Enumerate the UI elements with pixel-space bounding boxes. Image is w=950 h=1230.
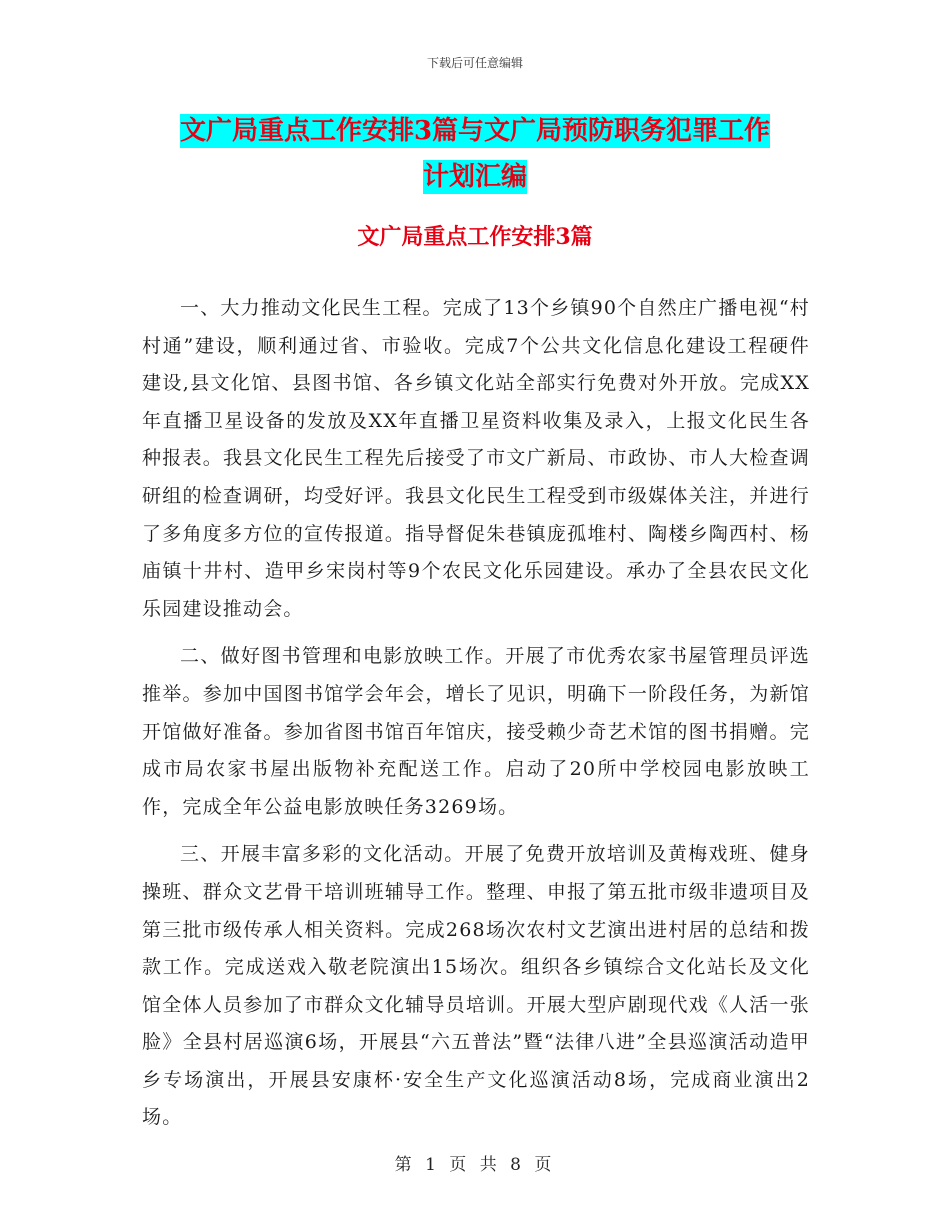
header-note: 下载后可任意编辑 [426, 56, 523, 70]
paragraph-3: 三、开展丰富多彩的文化活动。开展了免费开放培训及黄梅戏班、健身操班、群众文艺骨干培训班辅导工作。整理、申报了第五批市级非遗项目及第三批市级传承人相关资料。完成268场次农村文艺演出进村居的总结和拨款工作。完成送戏入敬老院演出15场次。组织各乡镇综合文化站长及文化馆全体人员参加了市群众文化辅导员培训。开展大型庐剧现代戏《人活一张脸》全县村居巡演6场，开展县“六五普法”暨“法律八进”全县巡演活动造甲乡专场演出，开展县安康杯·安全生产文化巡演活动8场，完成商业演出2场。 [142, 843, 810, 1129]
document-title [0, 108, 950, 200]
paragraph-1: 一、大力推动文化民生工程。完成了13个乡镇90个自然庄广播电视“村村通”建设，顺利通过省、市验收。完成7个公共文化信息化建设工程硬件建设,县文化馆、县图书馆、各乡镇文化站全部实行免费对外开放。完成XX年直播卫星设备的发放及XX年直播卫星资料收集及录入，上报文化民生各种报表。我县文化民生工程先后接受了市文广新局、市政协、市人大检查调研组的检查调研，均受好评。我县文化民生工程受到市级媒体关注，并进行了多角度多方位的宣传报道。指导督促朱巷镇庞孤堆村、陶楼乡陶西村、杨庙镇十井村、造甲乡宋岗村等9个农民文化乐园建设。承办了全县农民文化乐园建设推动会。 [142, 297, 810, 620]
page-number-footer: 第 1 页 共 8 页 [394, 1155, 556, 1175]
document-body [142, 290, 810, 1147]
document-title-text-2: 计划汇编 [422, 162, 527, 192]
document-title-line-1 [0, 108, 950, 154]
paragraph-2: 二、做好图书管理和电影放映工作。开展了市优秀农家书屋管理员评选推举。参加中国图书馆学会年会，增长了见识，明确下一阶段任务，为新馆开馆做好准备。参加省图书馆百年馆庆，接受赖少奇艺术馆的图书捐赠。完成市局农家书屋出版物补充配送工作。启动了20所中学校园电影放映工作，完成全年公益电影放映任务3269场。 [142, 645, 810, 818]
document-title-text-1: 文广局重点工作安排3篇与文广局预防职务犯罪工作 [179, 116, 771, 146]
document-title-line-2 [0, 154, 950, 200]
section-title: 文广局重点工作安排3篇 [357, 224, 593, 250]
